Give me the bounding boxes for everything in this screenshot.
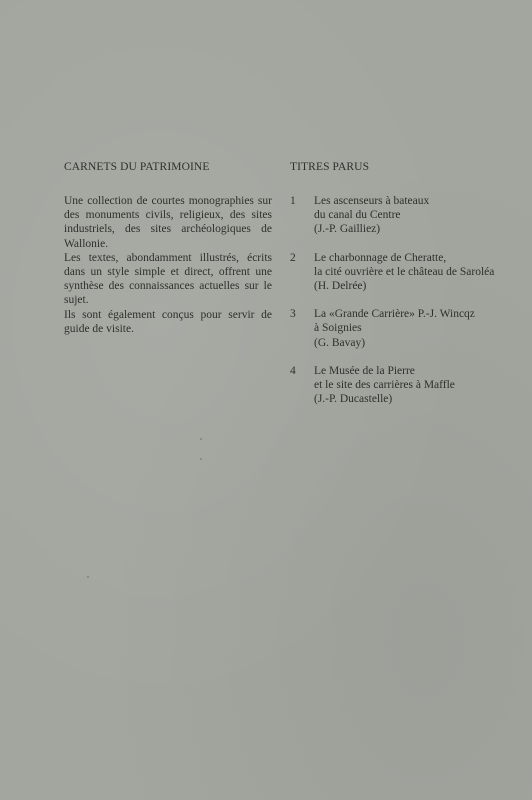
title-number: 2 xyxy=(290,251,296,264)
title-line: Le charbonnage de Cheratte, xyxy=(314,251,447,264)
title-entry-1 xyxy=(290,194,500,237)
title-author: (J.-P. Ducastelle) xyxy=(314,393,393,406)
collection-heading: CARNETS DU PATRIMOINE xyxy=(64,161,210,173)
title-line: la cité ouvrière et le château de Saroléa xyxy=(314,265,495,278)
collection-description-column xyxy=(64,160,272,336)
title-text xyxy=(314,251,500,294)
title-entry-3 xyxy=(290,307,500,350)
paper-speck xyxy=(200,438,202,440)
description-paragraph-2: Les textes, abondamment illustrés, écrits dans un style simple et direct, offrent une synthèse des connaissances actuelles sur le sujet. xyxy=(64,251,272,307)
title-entry-4 xyxy=(290,364,500,407)
title-number: 1 xyxy=(290,195,296,207)
title-author: (J.-P. Gailliez) xyxy=(314,223,381,236)
title-line: Les ascenseurs à bateaux xyxy=(314,195,430,207)
title-line: du canal du Centre xyxy=(314,209,401,222)
title-entry-2 xyxy=(290,251,500,294)
description-paragraph-3: Ils sont également conçus pour servir de guide de visite. xyxy=(64,308,272,335)
title-number: 3 xyxy=(290,308,296,321)
title-line: et le site des carrières à Maffle xyxy=(314,379,455,392)
title-text xyxy=(314,307,500,350)
title-text xyxy=(314,194,500,237)
description-paragraph-1: Une collection de courtes monographies sur des monuments civils, religieux, des sites industriels, des sites archéologiques de Wallonie. xyxy=(64,195,272,250)
title-author: (H. Delrée) xyxy=(314,280,367,293)
title-author: (G. Bavay) xyxy=(314,336,366,349)
paper-speck xyxy=(87,576,89,578)
title-text xyxy=(314,364,500,407)
paper-speck xyxy=(200,458,202,460)
title-line: Le Musée de la Pierre xyxy=(314,364,415,377)
published-titles-column xyxy=(290,160,500,420)
published-titles-list xyxy=(290,194,500,406)
published-titles-heading: TITRES PARUS xyxy=(290,161,370,173)
title-line: à Soignies xyxy=(314,322,362,335)
title-number: 4 xyxy=(290,364,296,377)
title-line: La «Grande Carrière» P.-J. Wincqz xyxy=(314,308,475,321)
